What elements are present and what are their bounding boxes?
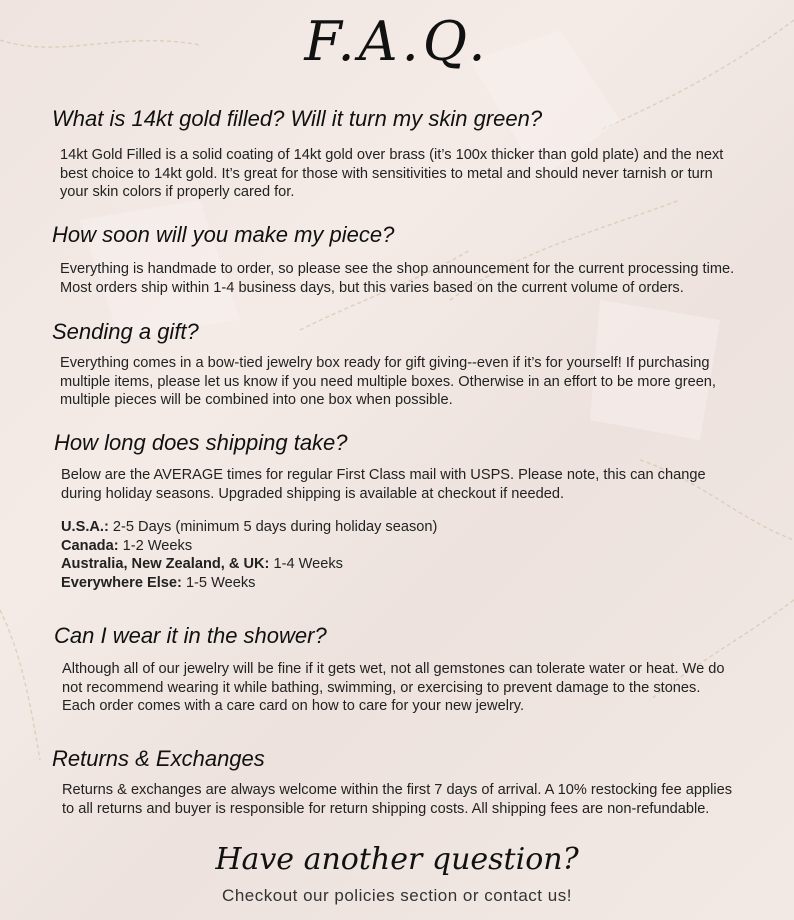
- answer-line: during holiday seasons. Upgraded shipping is available at checkout if needed.: [61, 485, 565, 502]
- answer-line: 14kt Gold Filled is a solid coating of 14kt gold over brass (it’s 100x thicker than gold plate) and the next: [60, 147, 724, 163]
- page-title: F.A.Q.: [304, 10, 490, 73]
- faq-answer-shipping: [61, 466, 706, 503]
- answer-line: Most orders ship within 1-4 business days, but this varies based on the current volume of orders.: [60, 279, 684, 296]
- answer-line: Everything comes in a bow-tied jewelry box ready for gift giving--even if it’s for yourself! If purchasing: [60, 355, 710, 371]
- shipping-row-elsewhere: [61, 574, 437, 593]
- shipping-time: 1-5 Weeks: [181, 574, 256, 591]
- shipping-time: 2-5 Days (minimum 5 days during holiday season): [108, 519, 438, 535]
- faq-question-returns: Returns & Exchanges: [52, 746, 265, 771]
- contact-prompt: Checkout our policies section or contact us!: [222, 886, 572, 905]
- answer-line: your skin colors if properly cared for.: [60, 184, 295, 200]
- faq-question-gold-filled: What is 14kt gold filled? Will it turn my skin green?: [52, 106, 543, 131]
- region-label: Everywhere Else:: [61, 574, 182, 591]
- region-label: U.S.A.:: [61, 519, 109, 535]
- faq-question-gift: Sending a gift?: [52, 319, 199, 344]
- faq-answer-shower: [62, 660, 724, 716]
- answer-line: best choice to 14kt gold. It’s great for those with sensitivities to metal and should never tarnish or turn: [60, 165, 713, 182]
- faq-answer-returns: [62, 781, 732, 818]
- faq-answer-gold-filled: [60, 146, 723, 202]
- shipping-row-usa: [61, 518, 437, 537]
- answer-line: multiple items, please let us know if you need multiple boxes. Otherwise in an effort to be more green,: [60, 373, 716, 390]
- answer-line: Although all of our jewelry will be fine if it gets wet, not all gemstones can tolerate water or heat. We do: [62, 661, 725, 677]
- shipping-time: 1-2 Weeks: [118, 537, 193, 554]
- region-label: Australia, New Zealand, & UK:: [61, 556, 270, 572]
- have-another-question-heading: Have another question?: [215, 842, 579, 877]
- answer-line: Returns & exchanges are always welcome within the first 7 days of arrival. A 10% restocking fee applies: [62, 782, 733, 798]
- faq-answer-processing: [60, 260, 734, 297]
- answer-line: Below are the AVERAGE times for regular First Class mail with USPS. Please note, this can change: [61, 467, 706, 483]
- answer-line: to all returns and buyer is responsible for return shipping costs. All shipping fees are non-refundable.: [62, 800, 710, 817]
- shipping-row-aus-nz-uk: [61, 555, 437, 574]
- answer-line: not recommend wearing it while bathing, swimming, or exercising to prevent damage to the stones.: [62, 679, 701, 696]
- faq-question-shower: Can I wear it in the shower?: [54, 623, 327, 648]
- region-label: Canada:: [61, 537, 119, 554]
- shipping-row-canada: [61, 537, 437, 556]
- faq-question-shipping: How long does shipping take?: [54, 430, 348, 455]
- shipping-times-list: [61, 518, 437, 592]
- answer-line: Everything is handmade to order, so please see the shop announcement for the current processing time.: [60, 261, 735, 277]
- shipping-time: 1-4 Weeks: [269, 556, 343, 572]
- answer-line: Each order comes with a care card on how to care for your new jewelry.: [62, 698, 525, 714]
- faq-answer-gift: [60, 354, 716, 410]
- faq-question-processing: How soon will you make my piece?: [52, 222, 395, 247]
- answer-line: multiple pieces will be combined into one box when possible.: [60, 392, 453, 408]
